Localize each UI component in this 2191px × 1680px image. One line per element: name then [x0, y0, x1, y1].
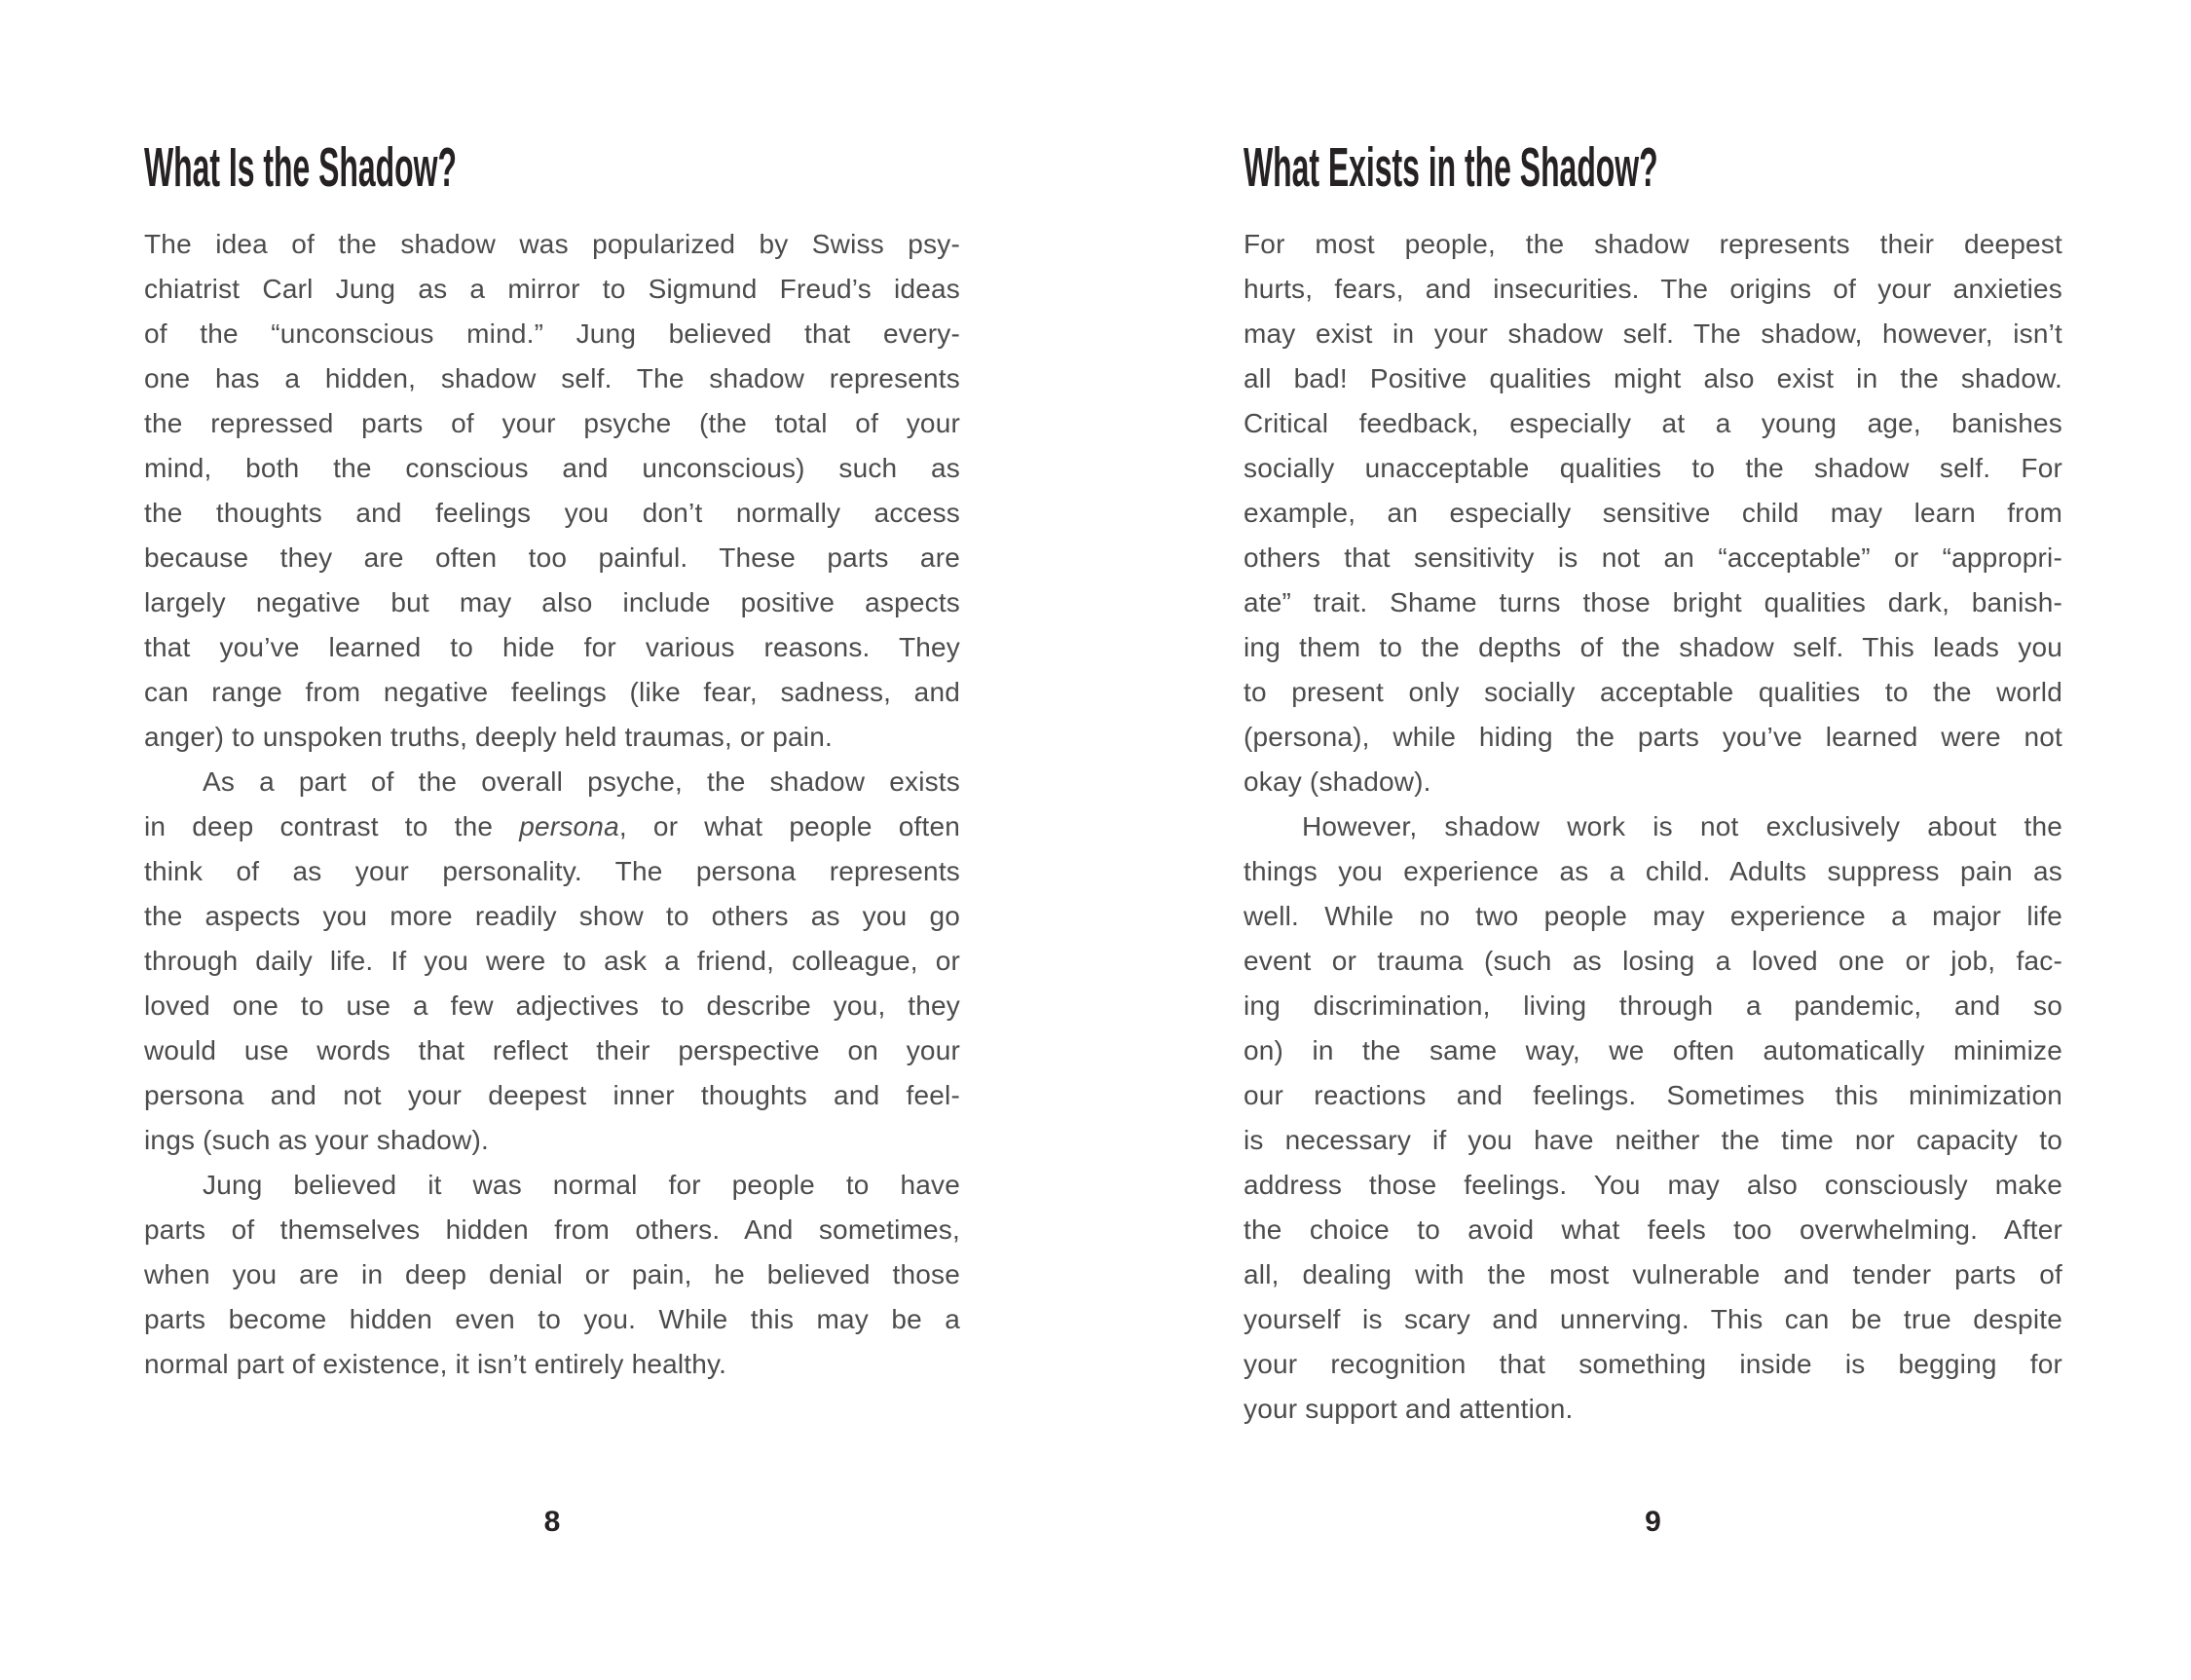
text-line: all bad! Positive qualities might also exist in the shadow.: [1244, 363, 2062, 393]
page-left: [144, 0, 960, 1680]
text-line: yourself is scary and unnerving. This can be true despite: [1244, 1304, 2062, 1334]
text-line: ate” trait. Shame turns those bright qualities dark, banish-: [1244, 587, 2062, 617]
text-line: can range from negative feelings (like fear, sadness, and: [144, 677, 960, 707]
text-line: one has a hidden, shadow self. The shadow represents: [144, 363, 960, 393]
text-line: in deep contrast to the persona, or what people often: [144, 811, 961, 841]
text-line: think of as your personality. The persona represents: [144, 856, 960, 886]
text-line: the aspects you more readily show to others as you go: [144, 901, 960, 931]
text-line: well. While no two people may experience a major life: [1244, 901, 2062, 931]
text-line: event or trauma (such as losing a loved one or job, fac-: [1244, 946, 2062, 976]
text-line: on) in the same way, we often automatically minimize: [1244, 1035, 2062, 1065]
text-line: parts become hidden even to you. While this may be a: [144, 1304, 960, 1334]
text-line: For most people, the shadow represents their deepest: [1244, 229, 2062, 259]
text-line: the thoughts and feelings you don’t normally access: [144, 498, 960, 528]
page-left-body: [144, 222, 960, 1387]
text-line: address those feelings. You may also consciously make: [1244, 1170, 2062, 1200]
text-line: things you experience as a child. Adults suppress pain as: [1244, 856, 2062, 886]
text-line: to present only socially acceptable qualities to the world: [1244, 677, 2062, 707]
text-line: is necessary if you have neither the time nor capacity to: [1244, 1125, 2062, 1155]
text-line: your recognition that something inside is begging for: [1244, 1349, 2062, 1379]
text-line: of the “unconscious mind.” Jung believed that every-: [144, 318, 960, 349]
text-line: (persona), while hiding the parts you’ve learned were not: [1244, 722, 2062, 752]
page-right-heading: What Exists in the Shadow?: [1244, 136, 1658, 199]
text-line: The idea of the shadow was popularized by Swiss psy-: [144, 229, 960, 259]
text-line: persona and not your deepest inner thoughts and feel-: [144, 1080, 960, 1110]
text-line: all, dealing with the most vulnerable and tender parts of: [1244, 1259, 2062, 1289]
text-line: mind, both the conscious and unconscious) such as: [144, 453, 960, 483]
text-line: largely negative but may also include positive aspects: [144, 587, 960, 617]
text-line: chiatrist Carl Jung as a mirror to Sigmund Freud’s ideas: [144, 274, 960, 304]
page-right-body: [1244, 222, 2062, 1432]
text-line: example, an especially sensitive child may learn from: [1244, 498, 2062, 528]
text-line: may exist in your shadow self. The shadow, however, isn’t: [1244, 318, 2062, 349]
page-left-number: 8: [543, 1506, 561, 1538]
text-line: Critical feedback, especially at a young age, banishes: [1244, 408, 2062, 438]
text-line: anger) to unspoken truths, deeply held traumas, or pain.: [144, 722, 833, 752]
text-line: As a part of the overall psyche, the shadow exists: [203, 766, 960, 797]
text-line: However, shadow work is not exclusively about the: [1302, 811, 2062, 841]
text-line: okay (shadow).: [1244, 766, 1431, 797]
text-line: the choice to avoid what feels too overwhelming. After: [1244, 1214, 2062, 1245]
page-right: [1244, 0, 2062, 1680]
text-line: loved one to use a few adjectives to describe you, they: [144, 990, 960, 1021]
text-line: that you’ve learned to hide for various reasons. They: [144, 632, 960, 662]
page-left-heading: What Is the Shadow?: [144, 136, 457, 199]
text-line: hurts, fears, and insecurities. The origins of your anxieties: [1244, 274, 2062, 304]
text-line: normal part of existence, it isn’t entirely healthy.: [144, 1349, 727, 1379]
text-line: through daily life. If you were to ask a friend, colleague, or: [144, 946, 960, 976]
text-line: parts of themselves hidden from others. And sometimes,: [144, 1214, 960, 1245]
text-line: socially unacceptable qualities to the shadow self. For: [1244, 453, 2062, 483]
text-line: because they are often too painful. These parts are: [144, 542, 960, 573]
text-line: ing discrimination, living through a pandemic, and so: [1244, 990, 2062, 1021]
text-line: ings (such as your shadow).: [144, 1125, 490, 1155]
text-line: others that sensitivity is not an “acceptable” or “appropri-: [1244, 542, 2062, 573]
text-line: when you are in deep denial or pain, he believed those: [144, 1259, 960, 1289]
text-line: Jung believed it was normal for people to have: [203, 1170, 960, 1200]
text-line: ing them to the depths of the shadow self. This leads you: [1244, 632, 2062, 662]
text-line: our reactions and feelings. Sometimes this minimization: [1244, 1080, 2062, 1110]
page-right-number: 9: [1645, 1506, 1661, 1538]
text-line: the repressed parts of your psyche (the total of your: [144, 408, 960, 438]
text-line: would use words that reflect their perspective on your: [144, 1035, 960, 1065]
text-line: your support and attention.: [1244, 1394, 1574, 1424]
